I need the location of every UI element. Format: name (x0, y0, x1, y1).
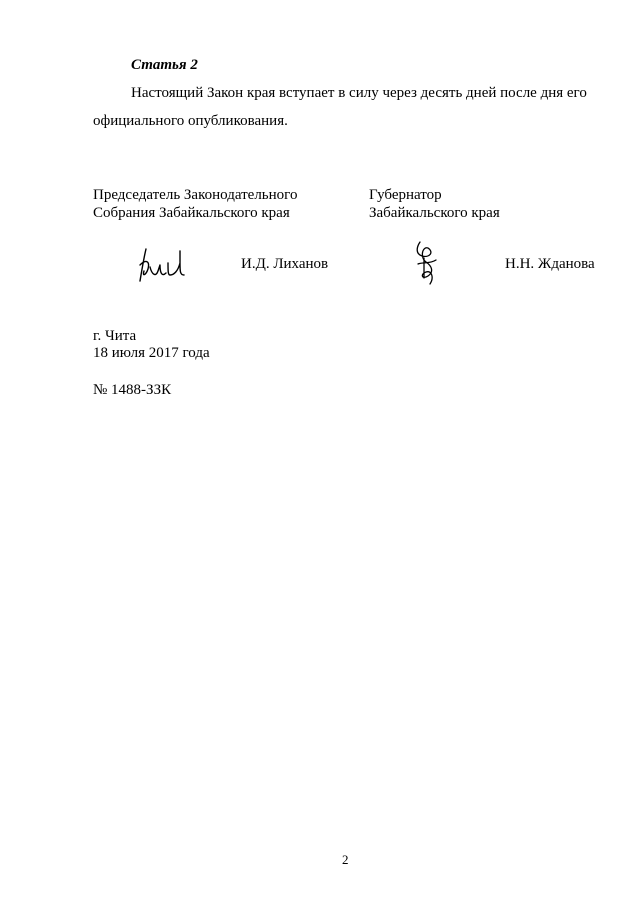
right-signatory-title-line-1: Губернатор (369, 187, 442, 203)
date-of-signing: 18 июля 2017 года (93, 345, 210, 361)
page-number: 2 (342, 852, 349, 867)
law-number: № 1488-ЗЗК (93, 382, 172, 398)
article-heading: Статья 2 (131, 57, 198, 73)
place-of-signing: г. Чита (93, 328, 137, 344)
right-signatory-title-line-2: Забайкальского края (369, 205, 500, 221)
left-signatory-name: И.Д. Лиханов (241, 256, 329, 272)
article-text-line-2: официального опубликования. (93, 113, 288, 129)
article-text-line-1: Настоящий Закон края вступает в силу через десять дней после дня его (131, 85, 587, 101)
left-signatory-title-line-2: Собрания Забайкальского края (93, 205, 290, 221)
left-signature-handwritten (136, 245, 186, 285)
right-signature-handwritten (412, 238, 442, 288)
left-signatory-title-line-1: Председатель Законодательного (93, 187, 298, 203)
right-signatory-name: Н.Н. Жданова (505, 256, 595, 272)
